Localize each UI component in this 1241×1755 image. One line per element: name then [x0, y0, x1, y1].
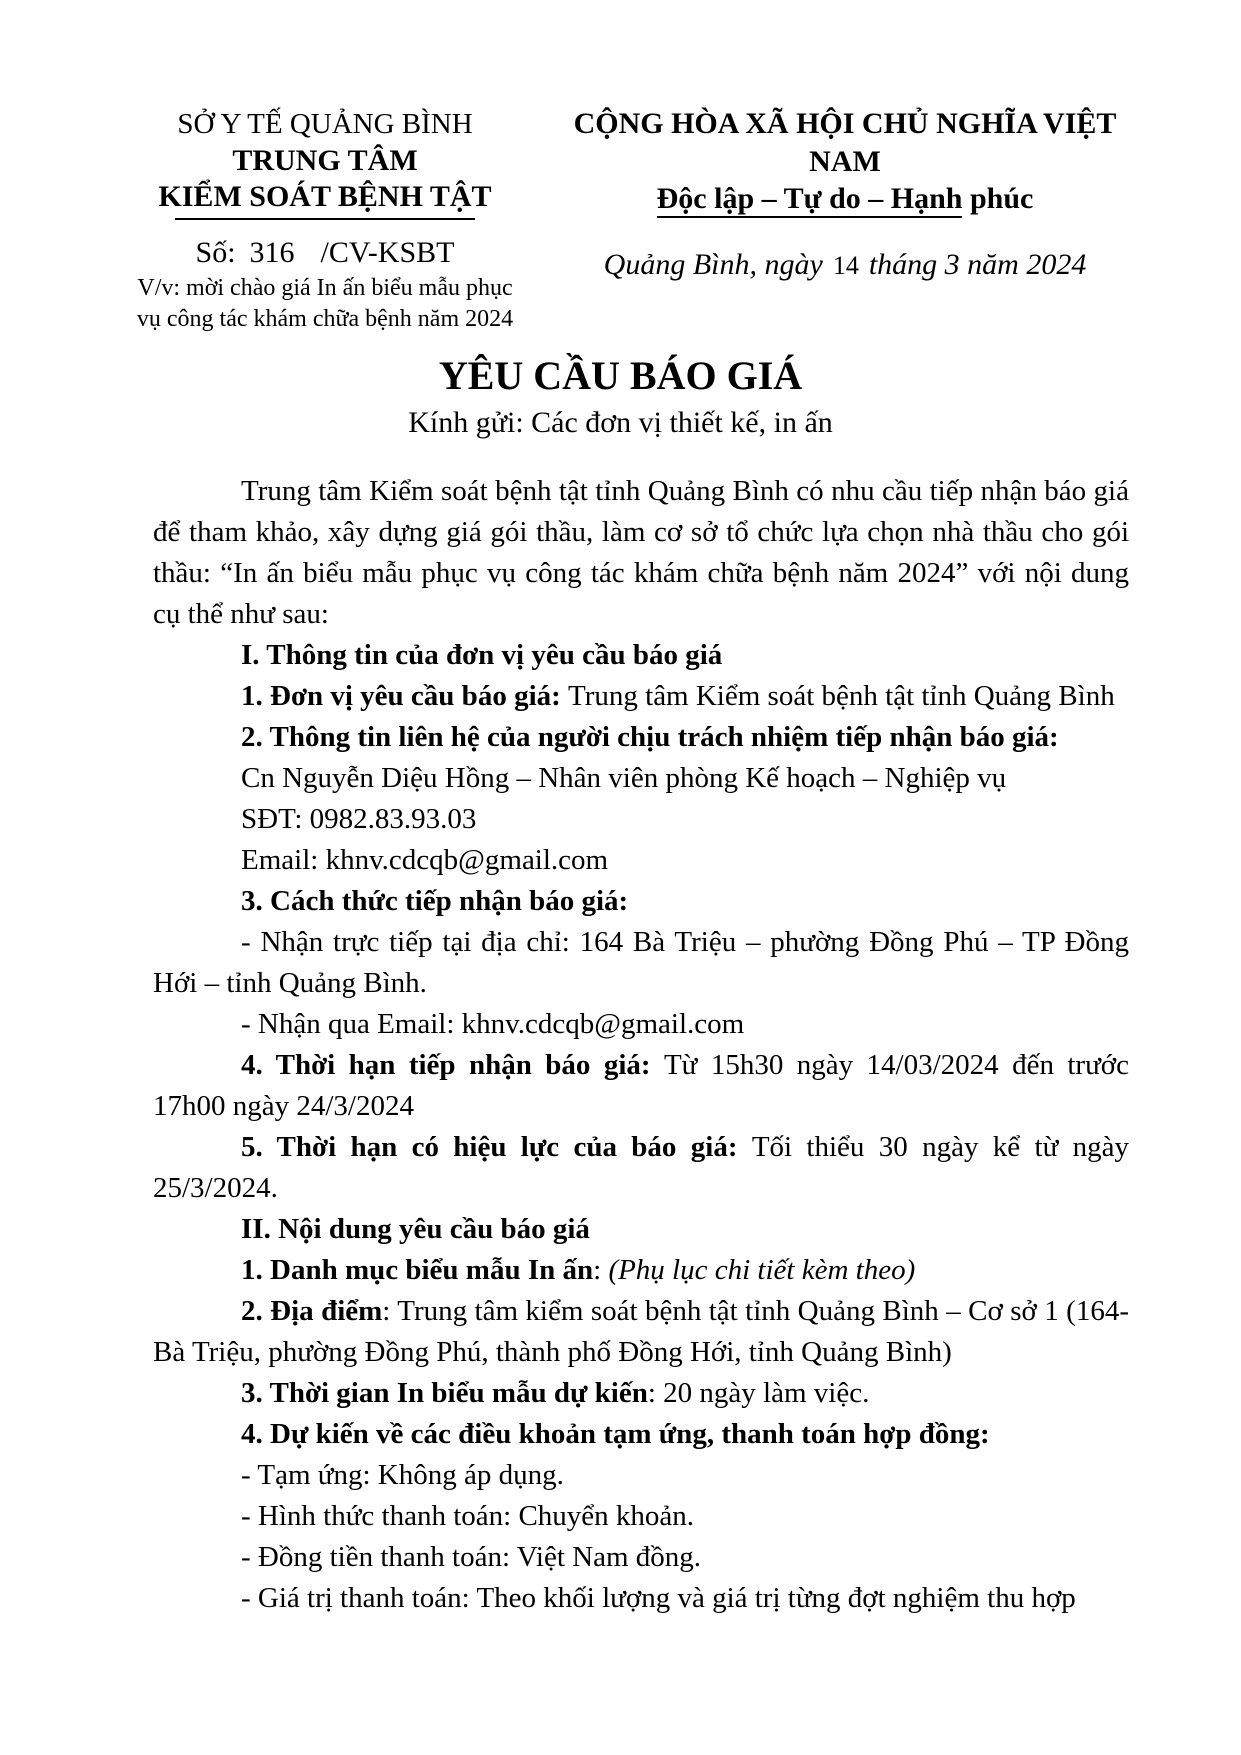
paragraph-text-run: : 20 ngày làm việc. [647, 1377, 870, 1409]
paragraph-text-run: : [593, 1254, 609, 1286]
paragraph-text-run: - Nhận qua Email: khnv.cdcqb@gmail.com [241, 1008, 745, 1040]
document-number-symbol: /CV-KSBT [320, 236, 455, 269]
paragraph-bold-run: 3. Cách thức tiếp nhận báo giá: [241, 885, 629, 917]
org-divider-line [175, 218, 475, 220]
date-suffix: tháng 3 năm 2024 [868, 248, 1087, 281]
paragraph [153, 1127, 1129, 1209]
paragraph [153, 676, 1129, 717]
paragraph [153, 840, 1129, 881]
paragraph [153, 1414, 1129, 1455]
paragraph-text-run: - Tạm ứng: Không áp dụng. [241, 1459, 564, 1491]
org-name-line1: TRUNG TÂM [232, 144, 418, 177]
paragraph-bold-run: 3. Thời gian In biểu mẫu dự kiến [241, 1377, 648, 1409]
issuing-org-block [115, 105, 535, 335]
national-header-block [550, 105, 1140, 284]
paragraph-text-run: : Trung tâm kiểm soát bệnh tật tỉnh Quảng Bình – Cơ sở 1 (164-Bà Triệu, phường Đồng Phú, thành phố Đồng Hới, tỉnh Quảng Bình) [153, 1295, 1129, 1368]
paragraph-text-run: Tối thiểu 30 ngày kể từ ngày 25/3/2024. [153, 1131, 1129, 1204]
paragraph [153, 635, 1129, 676]
paragraph-text-run: Trung tâm Kiểm soát bệnh tật tỉnh Quảng Bình có nhu cầu tiếp nhận báo giá để tham khảo, xây dựng giá gói thầu, làm cơ sở tổ chức lựa chọn nhà thầu cho gói thầu: “In ấn biểu mẫu phục vụ công tác khám chữa bệnh năm 2024” với nội dung cụ thể như sau: [153, 475, 1129, 630]
paragraph [153, 1004, 1129, 1045]
paragraph-text-run: - Giá trị thanh toán: Theo khối lượng và giá trị từng đợt nghiệm thu hợp [241, 1582, 1076, 1614]
paragraph-bold-run: 4. Dự kiến về các điều khoản tạm ứng, thanh toán hợp đồng: [241, 1418, 990, 1450]
document-number-line [115, 236, 535, 270]
paragraph [153, 471, 1129, 635]
paragraph [153, 881, 1129, 922]
document-body [153, 471, 1129, 1619]
paragraph [153, 799, 1129, 840]
paragraph-bold-run: 5. Thời hạn có hiệu lực của báo giá: [241, 1131, 752, 1163]
document-title: YÊU CẦU BÁO GIÁ [438, 353, 803, 398]
paragraph [153, 758, 1129, 799]
document-number-label: Số: [195, 236, 236, 269]
document-subject: V/v: mời chào giá In ấn biểu mẫu phục vụ công tác khám chữa bệnh năm 2024 [136, 275, 514, 332]
motto-underlined-part: Độc lập – Tự do – Hạnh [657, 182, 963, 218]
national-motto [550, 181, 1140, 217]
paragraph [153, 717, 1129, 758]
place-date-line [550, 247, 1140, 284]
paragraph-bold-run: I. Thông tin của đơn vị yêu cầu báo giá [241, 639, 723, 671]
paragraph [153, 1455, 1129, 1496]
paragraph-bold-run: 4. Thời hạn tiếp nhận báo giá: [241, 1049, 664, 1081]
paragraph-text-run: Trung tâm Kiểm soát bệnh tật tỉnh Quảng Bình [568, 680, 1115, 712]
paragraph-bold-run: 2. Địa điểm [241, 1295, 383, 1327]
paragraph-text-run: SĐT: 0982.83.93.03 [241, 803, 477, 835]
paragraph [153, 1373, 1129, 1414]
org-parent-name: SỞ Y TẾ QUẢNG BÌNH [177, 108, 473, 140]
paragraph-bold-run: II. Nội dung yêu cầu báo giá [241, 1213, 590, 1245]
date-prefix: Quảng Bình, ngày [603, 248, 823, 281]
paragraph-text-run: Email: khnv.cdcqb@gmail.com [241, 844, 609, 876]
national-title: CỘNG HÒA XÃ HỘI CHỦ NGHĨA VIỆT NAM [573, 107, 1117, 178]
paragraph [153, 1537, 1129, 1578]
date-day-value: 14 [832, 251, 859, 280]
org-name-line2: KIỂM SOÁT BỆNH TẬT [158, 180, 492, 213]
paragraph [153, 1250, 1129, 1291]
paragraph-bold-run: 1. Danh mục biểu mẫu In ấn [241, 1254, 594, 1286]
paragraph-text-run: - Nhận trực tiếp tại địa chỉ: 164 Bà Triệu – phường Đồng Phú – TP Đồng Hới – tỉnh Quảng Bình. [153, 926, 1129, 999]
paragraph-italic-run: (Phụ lục chi tiết kèm theo) [608, 1254, 916, 1286]
paragraph-text-run: Từ 15h30 ngày 14/03/2024 đến trước 17h00 ngày 24/3/2024 [153, 1049, 1130, 1122]
paragraph [153, 1496, 1129, 1537]
paragraph-text-run: - Hình thức thanh toán: Chuyển khoản. [241, 1500, 695, 1532]
paragraph-text-run: Cn Nguyễn Diệu Hồng – Nhân viên phòng Kế hoạch – Nghiệp vụ [241, 762, 1007, 794]
motto-tail-part: phúc [962, 182, 1034, 215]
paragraph [153, 922, 1129, 1004]
paragraph [153, 1578, 1129, 1619]
salutation-line: Kính gửi: Các đơn vị thiết kế, in ấn [408, 406, 833, 439]
document-header [0, 105, 1241, 335]
document-number-value: 316 [249, 236, 295, 269]
paragraph-text-run: - Đồng tiền thanh toán: Việt Nam đồng. [241, 1541, 702, 1573]
paragraph-bold-run: 2. Thông tin liên hệ của người chịu trách nhiệm tiếp nhận báo giá: [241, 721, 1059, 753]
paragraph [153, 1291, 1129, 1373]
paragraph [153, 1045, 1129, 1127]
paragraph-bold-run: 1. Đơn vị yêu cầu báo giá: [241, 680, 569, 712]
paragraph [153, 1209, 1129, 1250]
